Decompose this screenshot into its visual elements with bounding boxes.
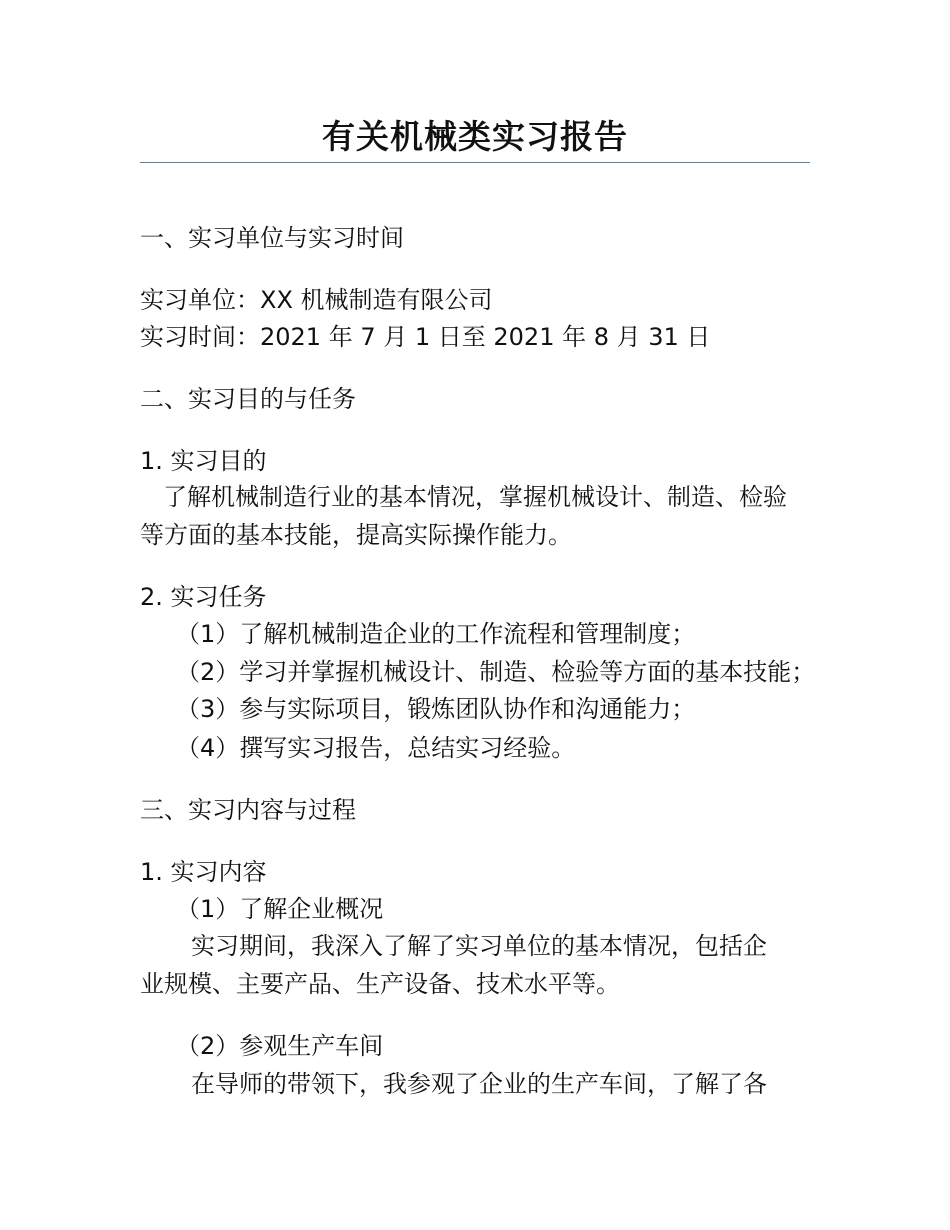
subheading-content: 1. 实习内容 bbox=[140, 858, 267, 886]
paragraph-line: 实习期间，我深入了解了实习单位的基本情况，包括企 bbox=[191, 932, 767, 960]
paragraph-line: 了解机械制造行业的基本情况，掌握机械设计、制造、检验 bbox=[163, 483, 787, 511]
list-item: （2）学习并掌握机械设计、制造、检验等方面的基本技能； bbox=[176, 658, 816, 686]
subheading-tasks: 2. 实习任务 bbox=[140, 583, 267, 611]
section-heading-1: 一、实习单位与实习时间 bbox=[140, 224, 404, 252]
title-divider bbox=[140, 162, 810, 163]
list-item: （3）参与实际项目，锻炼团队协作和沟通能力； bbox=[176, 695, 696, 723]
list-item: （4）撰写实习报告，总结实习经验。 bbox=[176, 734, 576, 762]
list-item: （2）参观生产车间 bbox=[176, 1032, 384, 1060]
list-item: （1）了解企业概况 bbox=[176, 895, 384, 923]
list-item: （1）了解机械制造企业的工作流程和管理制度； bbox=[176, 620, 696, 648]
section-heading-3: 三、实习内容与过程 bbox=[140, 796, 356, 824]
internship-period: 实习时间：2021 年 7 月 1 日至 2021 年 8 月 31 日 bbox=[140, 323, 711, 351]
document-title: 有关机械类实习报告 bbox=[322, 117, 628, 156]
paragraph-line: 业规模、主要产品、生产设备、技术水平等。 bbox=[140, 970, 620, 998]
section-heading-2: 二、实习目的与任务 bbox=[140, 385, 356, 413]
paragraph-line: 等方面的基本技能，提高实际操作能力。 bbox=[140, 521, 572, 549]
paragraph-line: 在导师的带领下，我参观了企业的生产车间，了解了各 bbox=[191, 1070, 767, 1098]
subheading-purpose: 1. 实习目的 bbox=[140, 447, 267, 475]
internship-unit: 实习单位：XX 机械制造有限公司 bbox=[140, 286, 493, 314]
